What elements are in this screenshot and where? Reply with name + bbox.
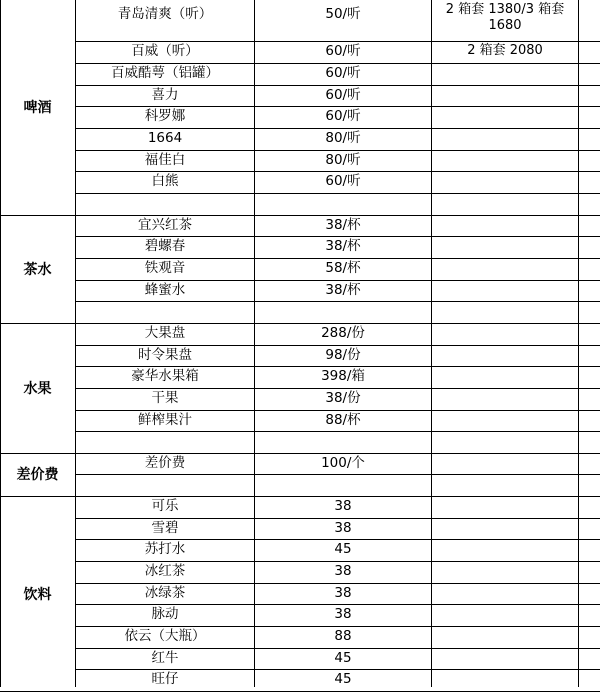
category-label: 差价费 — [16, 467, 59, 484]
menu-item-price: 38 — [334, 519, 352, 536]
menu-item-name: 雪碧 — [151, 519, 179, 536]
menu-item-name: 大果盘 — [144, 324, 186, 341]
menu-item-name: 碧螺春 — [144, 238, 186, 255]
category-label: 茶水 — [23, 261, 52, 278]
menu-item-name: 差价费 — [144, 454, 186, 471]
menu-item-price: 50/听 — [325, 6, 361, 22]
menu-item-name: 脉动 — [151, 606, 179, 623]
menu-item-price: 88/杯 — [325, 411, 361, 428]
menu-item-price: 60/听 — [325, 86, 361, 103]
menu-item-price: 58/杯 — [325, 259, 361, 276]
menu-item-price: 38/份 — [325, 389, 361, 406]
menu-item-name: 科罗娜 — [144, 108, 186, 125]
menu-item-name: 冰绿茶 — [144, 584, 186, 601]
menu-item-price: 88 — [334, 628, 352, 645]
menu-item-price: 60/听 — [325, 43, 361, 60]
menu-item-price: 38 — [334, 606, 352, 623]
menu-item-name: 干果 — [151, 389, 179, 406]
menu-item-name: 福佳白 — [144, 151, 186, 168]
menu-item-name: 豪华水果箱 — [131, 368, 199, 385]
menu-item-name: 冰红茶 — [144, 563, 186, 580]
menu-item-price: 60/听 — [325, 65, 361, 82]
menu-item-price: 38/杯 — [325, 216, 361, 233]
menu-item-name: 鲜榨果汁 — [138, 411, 192, 428]
menu-item-price: 45 — [334, 649, 352, 666]
table-row-border — [75, 193, 600, 194]
menu-item-name: 时令果盘 — [138, 346, 192, 363]
category-label: 啤酒 — [23, 100, 52, 117]
menu-item-price: 38 — [334, 584, 352, 601]
menu-item-name: 苏打水 — [144, 541, 186, 558]
menu-item-name: 旺仔 — [151, 671, 179, 688]
menu-item-name: 依云（大瓶） — [124, 628, 206, 645]
menu-item-name: 百威（听） — [131, 43, 199, 60]
menu-item-price: 45 — [334, 671, 352, 688]
menu-item-note: 2 箱套 1380/3 箱套 1680 — [445, 2, 565, 33]
category-label: 饮料 — [23, 586, 52, 603]
menu-item-name: 喜力 — [151, 86, 179, 103]
menu-item-name: 宜兴红茶 — [138, 216, 192, 233]
menu-item-name: 红牛 — [151, 649, 179, 666]
menu-item-name: 可乐 — [151, 498, 179, 515]
menu-item-price: 38/杯 — [325, 238, 361, 255]
menu-item-price: 98/份 — [325, 346, 361, 363]
menu-item-name: 青岛清爽（听） — [117, 6, 213, 22]
menu-item-price: 398/箱 — [321, 368, 365, 385]
menu-item-note: 2 箱套 2080 — [467, 43, 543, 59]
menu-item-price: 80/听 — [325, 130, 361, 147]
menu-item-price: 100/个 — [321, 454, 365, 471]
menu-item-price: 38 — [334, 498, 352, 515]
menu-item-price: 38 — [334, 563, 352, 580]
menu-item-name: 白熊 — [151, 173, 179, 190]
menu-item-name: 铁观音 — [144, 259, 186, 276]
menu-item-price: 45 — [334, 541, 352, 558]
menu-item-price: 80/听 — [325, 151, 361, 168]
menu-item-name: 百威酷萼（铝罐） — [111, 65, 219, 82]
menu-item-price: 288/份 — [321, 324, 365, 341]
menu-item-price: 38/杯 — [325, 281, 361, 298]
menu-item-price: 60/听 — [325, 173, 361, 190]
menu-item-name: 蜂蜜水 — [144, 281, 186, 298]
menu-item-price: 60/听 — [325, 108, 361, 125]
menu-item-name: 1664 — [147, 130, 183, 147]
category-label: 水果 — [23, 380, 52, 397]
